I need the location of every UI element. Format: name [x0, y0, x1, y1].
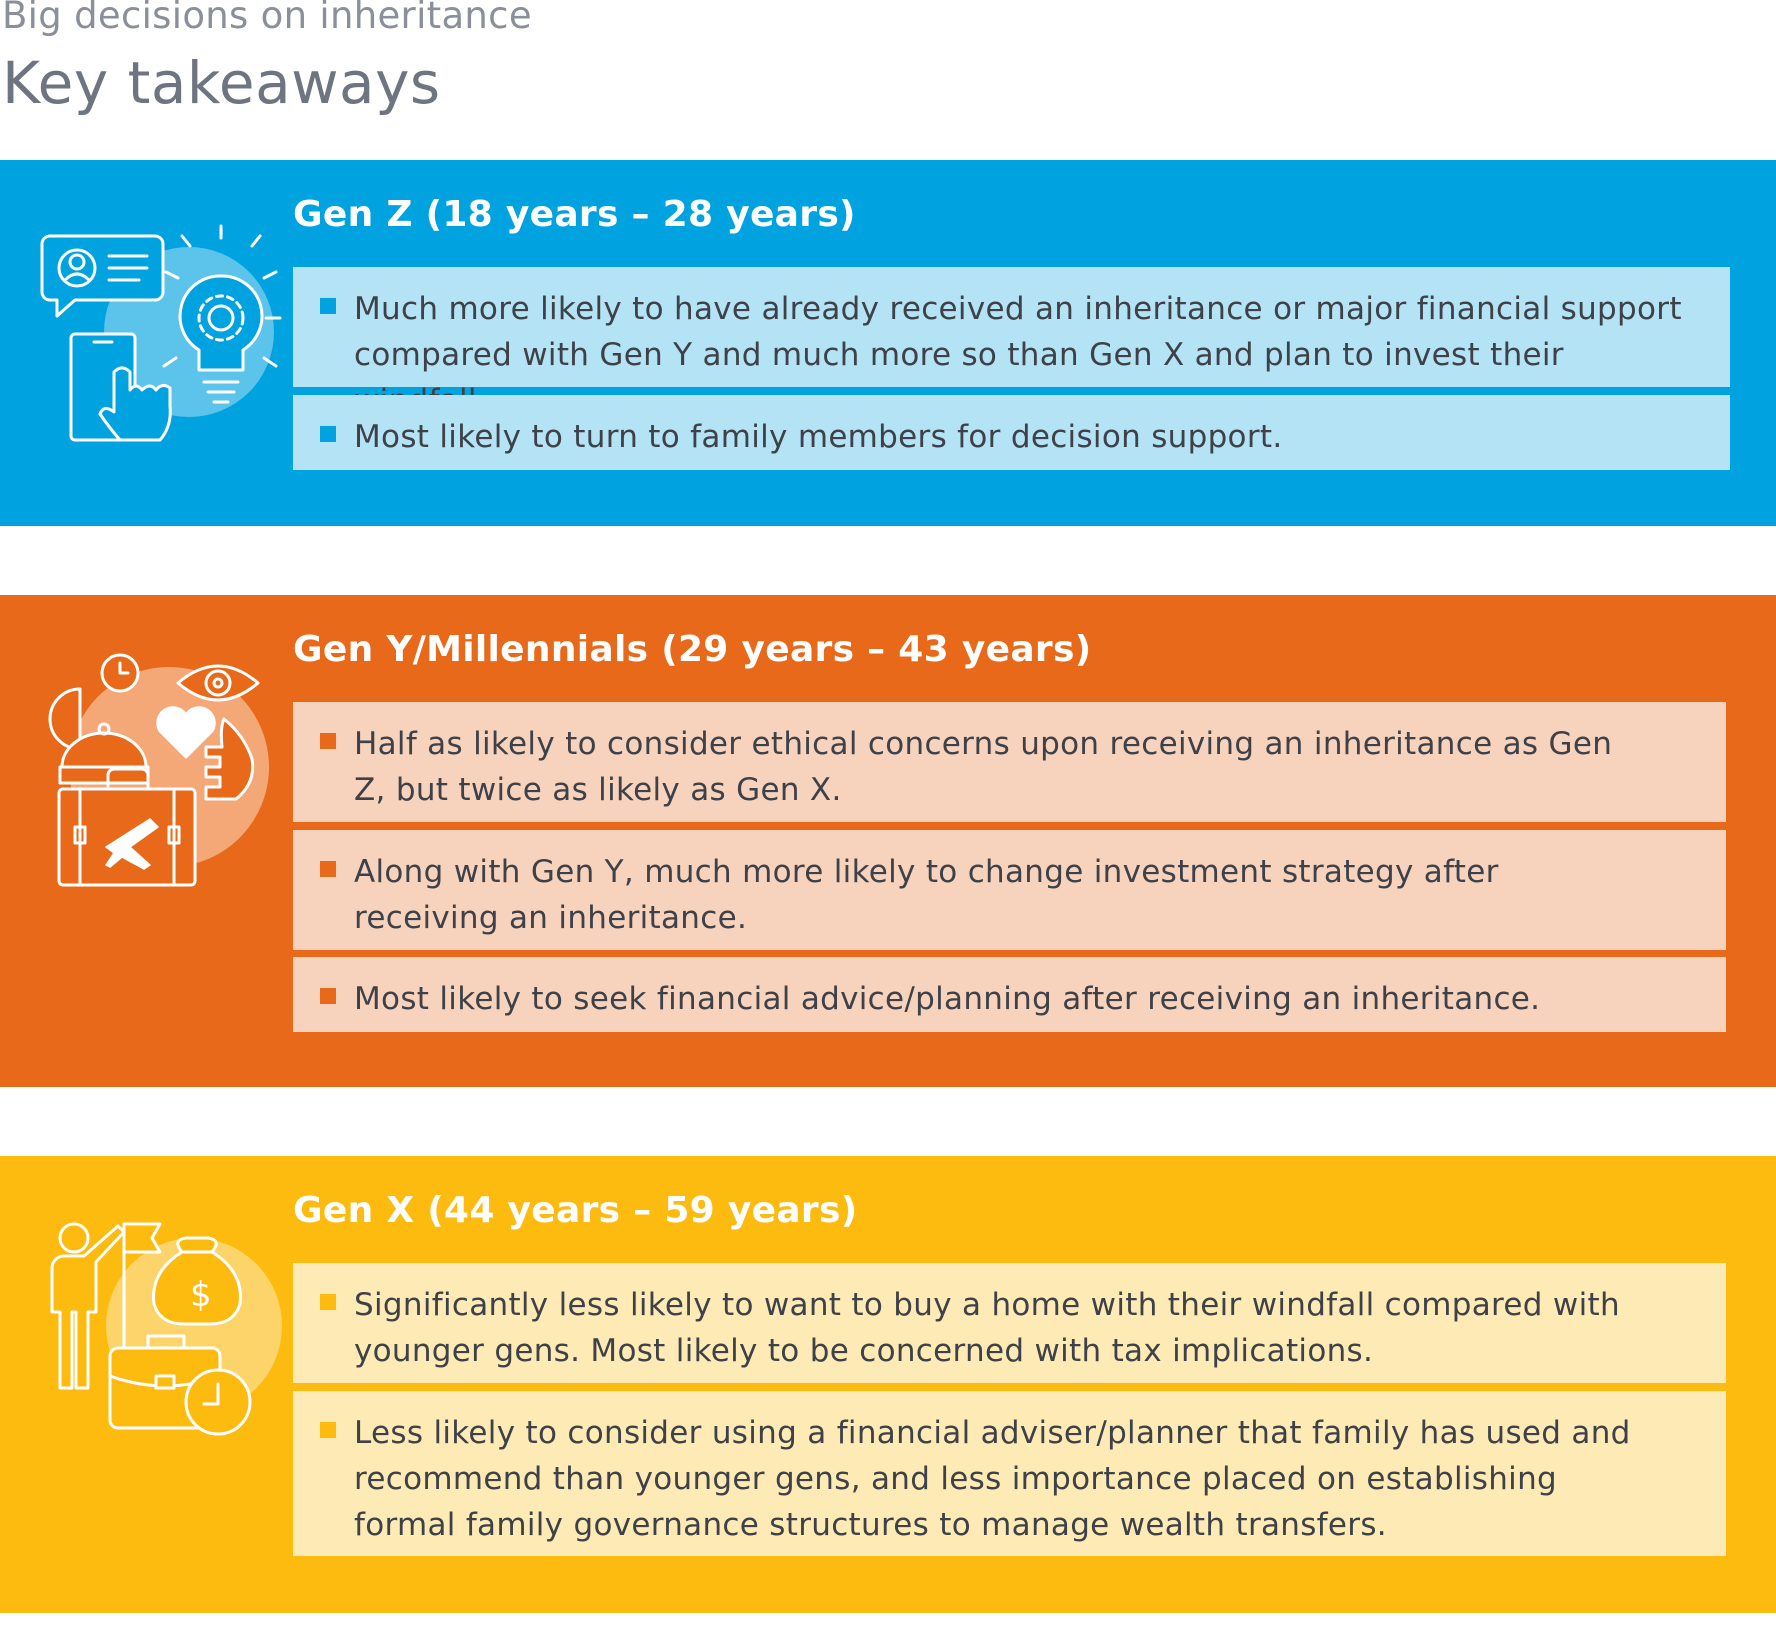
- bullet-square-icon: [320, 426, 336, 442]
- panel-gen-x: [0, 1156, 1776, 1613]
- bullet-item: [293, 1391, 1726, 1556]
- bullet-square-icon: [320, 1422, 336, 1438]
- bullet-square-icon: [320, 298, 336, 314]
- bullet-text: Less likely to consider using a financial adviser/planner that family has used and recommend than younger gens, and less importance placed on establishing formal family governance structures to manage wealth transfers.: [354, 1415, 1631, 1543]
- bullet-square-icon: [320, 733, 336, 749]
- career-money-icon: [14, 1216, 284, 1446]
- panel-gen-y: [0, 595, 1776, 1087]
- idea-bulb-phone-icon: [14, 222, 284, 442]
- bullet-text: Half as likely to consider ethical concerns upon receiving an inheritance as Gen Z, but twice as likely as Gen X.: [354, 726, 1613, 808]
- panel-heading: Gen Y/Millennials (29 years – 43 years): [293, 629, 1092, 670]
- bullet-item: [293, 1263, 1726, 1383]
- page-title: Key takeaways: [2, 49, 441, 117]
- bullet-item: [293, 395, 1730, 470]
- travel-lifestyle-icon: [14, 647, 284, 887]
- panel-heading: Gen X (44 years – 59 years): [293, 1190, 858, 1231]
- bullet-square-icon: [320, 861, 336, 877]
- bullet-item: [293, 957, 1726, 1032]
- bullet-square-icon: [320, 988, 336, 1004]
- bullet-text: Most likely to seek financial advice/planning after receiving an inheritance.: [354, 981, 1541, 1017]
- bullet-text: Most likely to turn to family members for decision support.: [354, 419, 1283, 455]
- bullet-item: [293, 702, 1726, 822]
- panel-heading: Gen Z (18 years – 28 years): [293, 194, 856, 235]
- bullet-square-icon: [320, 1294, 336, 1310]
- bullet-text: Along with Gen Y, much more likely to change investment strategy after receiving an inheritance.: [354, 854, 1499, 936]
- svg-text:$: $: [190, 1275, 212, 1315]
- bullet-text: Much more likely to have already received an inheritance or major financial support compared with Gen Y and much more so than Gen X and plan to invest their: [354, 291, 1682, 373]
- bullet-item: [293, 267, 1730, 387]
- page-subtitle: Big decisions on inheritance: [2, 0, 532, 37]
- bullet-text: Significantly less likely to want to buy a home with their windfall compared with younger gens. Most likely to be concerned with tax implications.: [354, 1287, 1620, 1369]
- bullet-item: [293, 830, 1726, 950]
- panel-gen-z: [0, 160, 1776, 526]
